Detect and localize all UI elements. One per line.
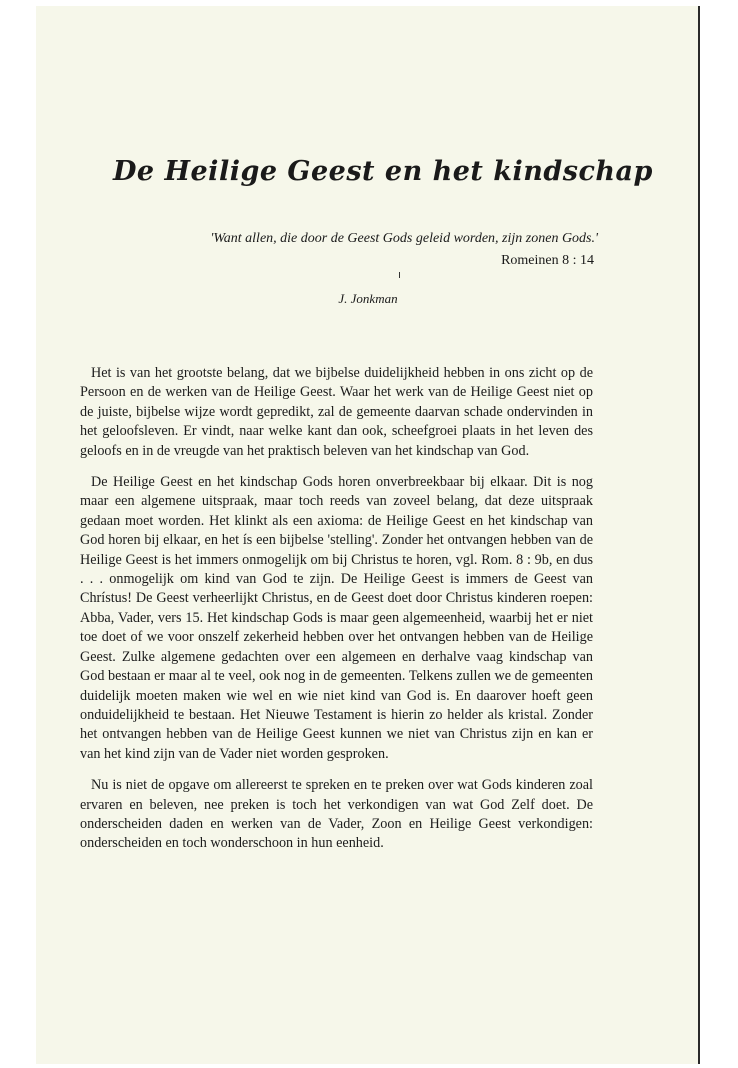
author-name: J. Jonkman — [338, 291, 398, 306]
document-page — [36, 6, 700, 1064]
paragraph: De Heilige Geest en het kindschap Gods horen onverbreekbaar bij elkaar. Dit is nog maar een algemene uitspraak, maar toch reeds van zoveel belang, dat deze uitspraak gedaan moet worden. Het klinkt als een axioma: de Heilige Geest en het kindschap van God horen bij elkaar, en het ís een bijbelse 'stelling'. Zonder het ontvangen hebben van de Heilige Geest is het immers onmogelijk om bij Christus te horen, vgl. Rom. 8 : 9b, en dus . . . onmogelijk om kind van God te zijn. De Heilige Geest is immers de Geest van Chrístus! De Geest verheerlijkt Christus, en de Geest doet door Christus kinderen roepen: Abba, Vader, vers 15. Het kindschap Gods is maar geen algemeenheid, waarbij het er niet toe doet of we voor onszelf zekerheid hebben over het ontvangen hebben van de Heilige Geest. Zulke algemene gedachten over een algemeen en derhalve vaag kindschap van God bestaan er maar al te veel, ook nog in de gemeenten. Telkens zullen we de gemeenten duidelijk moeten maken wie wel en wie niet kind van God is. En daarover hoeft geen onduidelijkheid te bestaan. Het Nieuwe Testament is hierin zo helder als kristal. Zonder het ontvangen hebben van de Heilige Geest kunnen we niet van Christus zijn en kan er van het kind zijn van de Vader niet worden gesproken. — [80, 474, 593, 762]
epigraph-quote: 'Want allen, die door de Geest Gods geleid worden, zijn zonen Gods.' — [210, 231, 598, 246]
article-title: De Heilige Geest en het kindschap — [113, 156, 653, 187]
article-body — [80, 364, 593, 866]
paragraph: Nu is niet de opgave om allereerst te spreken en te preken over wat Gods kinderen zoal ervaren en beleven, nee preken is toch het verkondigen van wat God Zelf doet. De onderscheiden daden en werken van de Vader, Zoon en Heilige Geest verkondigen: onderscheiden en toch wonderschoon in hun eenheid. — [80, 777, 593, 852]
paragraph: Het is van het grootste belang, dat we bijbelse duidelijkheid hebben in ons zicht op de Persoon en de werken van de Heilige Geest. Waar het werk van de Heilige Geest niet op de juiste, bijbelse wijze wordt gepredikt, zal de gemeente daarvan schade ondervinden in het geloofsleven. Er vindt, naar welke kant dan ook, scheefgroei plaats in het leven des geloofs en in de vreugde van het praktisch beleven van het kindschap van God. — [80, 365, 593, 459]
epigraph-reference: Romeinen 8 : 14 — [501, 253, 594, 268]
print-mark — [399, 272, 400, 278]
